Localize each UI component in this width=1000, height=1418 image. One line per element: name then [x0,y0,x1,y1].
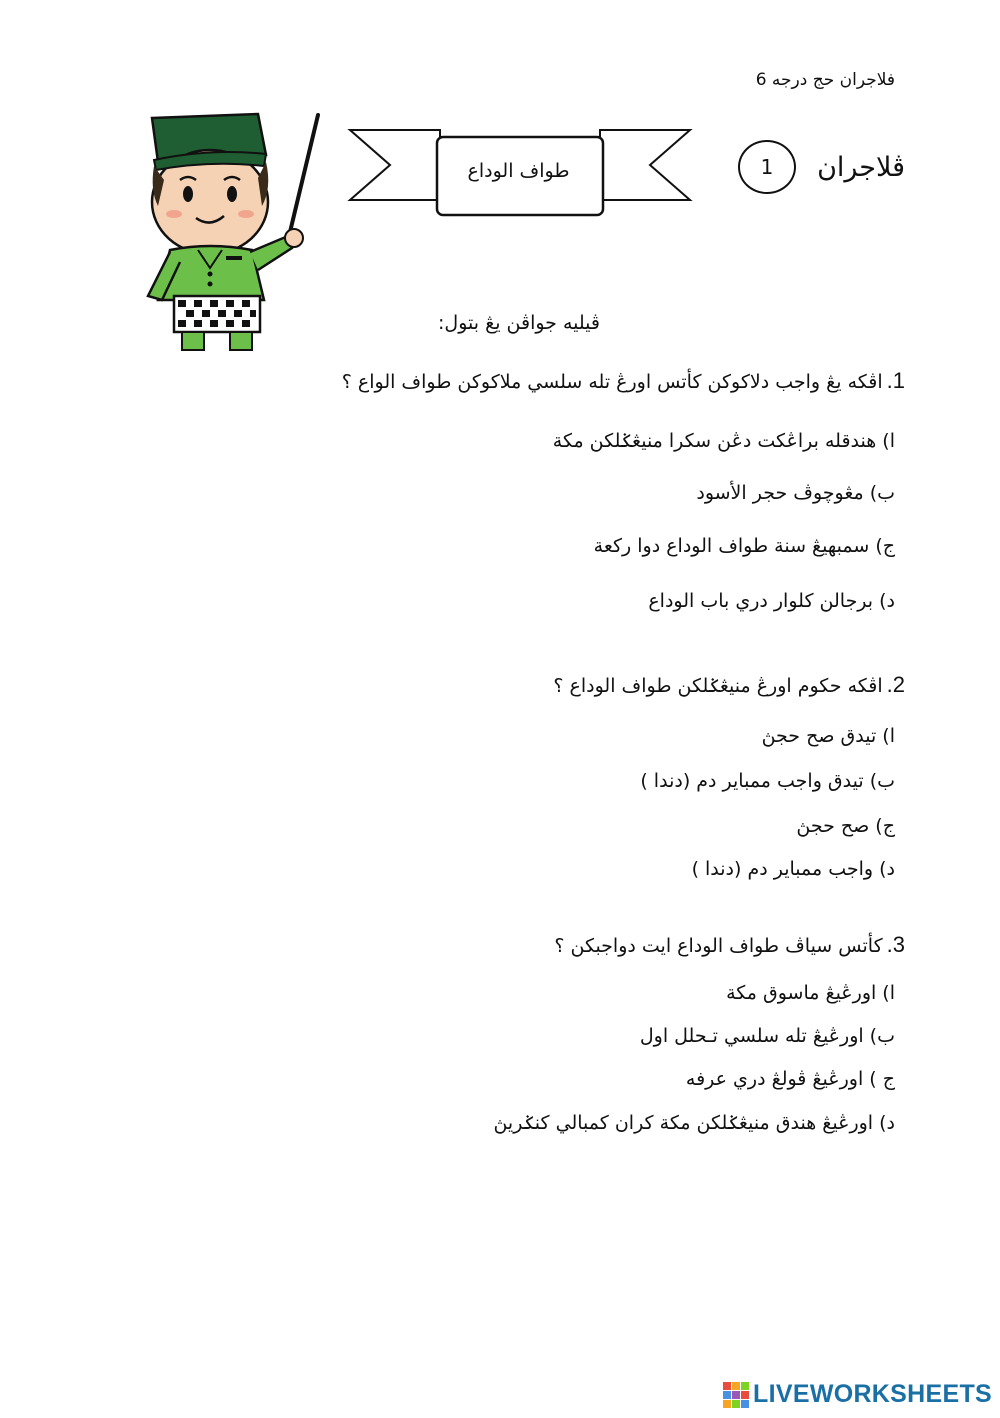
question-1-option-d[interactable]: د) برجالن کلوار دري باب الوداع [648,590,895,612]
question-2-option-b[interactable]: ب) تيدق واجب ممباير دم (دندا ) [640,770,895,792]
question-2-option-d[interactable]: د) واجب ممباير دم (دندا ) [691,858,895,880]
question-1-option-c[interactable]: ج) سمبهيڠ سنة طواف الوداع دوا رکعة [593,535,895,557]
question-2 [553,672,905,698]
liveworksheets-logo-icon [723,1382,749,1408]
lesson-label: ڤلاجران [817,152,905,183]
question-number: 2. [886,672,905,697]
banner-title: طواف الوداع [467,160,570,182]
teacher-character-illustration [140,110,330,355]
question-number: 1. [886,368,905,393]
question-2-option-a[interactable]: ا) تيدق صح حجڽ [761,725,895,747]
question-3-option-b[interactable]: ب) اورڠيڠ تله سلسي تـحلل اول [639,1025,895,1047]
question-1-option-a[interactable]: ا) هندقله براڠکت دڠن سکرا منيڠݢلکن مکة [552,430,895,452]
question-1 [342,368,905,394]
lesson-number-badge: 1 [738,140,796,194]
question-1-option-b[interactable]: ب) مڠوچوڤ حجر الأسود [696,482,895,504]
question-text: کأتس سياڤ طواف الوداع ايت دواجبکن ؟ [554,935,883,957]
question-text: اڤكه يڠ واجب دلاکوکن کأتس اورڠ تله سلسي ملاکوکن طواف الواع ؟ [341,371,883,393]
question-text: اڤکه حکوم اورڠ منيڠݢلکن طواف الوداع ؟ [553,675,883,697]
question-3-option-a[interactable]: ا) اورڠيڠ ماسوق مکة [726,982,895,1004]
worksheet-header-title: فلاجران حج درجه 6 [755,70,895,90]
question-3-option-d[interactable]: د) اورڠيڠ هندق منيڠݢلکن مکة کران کمبالي کنݢريڽ [493,1112,895,1134]
question-3 [554,932,905,958]
liveworksheets-footer[interactable] [723,1380,992,1409]
instructions-text: ڤيليه جواڤن يڠ بتول: [438,312,600,334]
question-number: 3. [886,932,905,957]
question-2-option-c[interactable]: ج) صح حجڽ [796,815,895,837]
liveworksheets-brand: LIVEWORKSHEETS [753,1380,992,1408]
question-3-option-c[interactable]: ج ) اورڠيڠ ڤولڠ دري عرفه [685,1068,895,1090]
